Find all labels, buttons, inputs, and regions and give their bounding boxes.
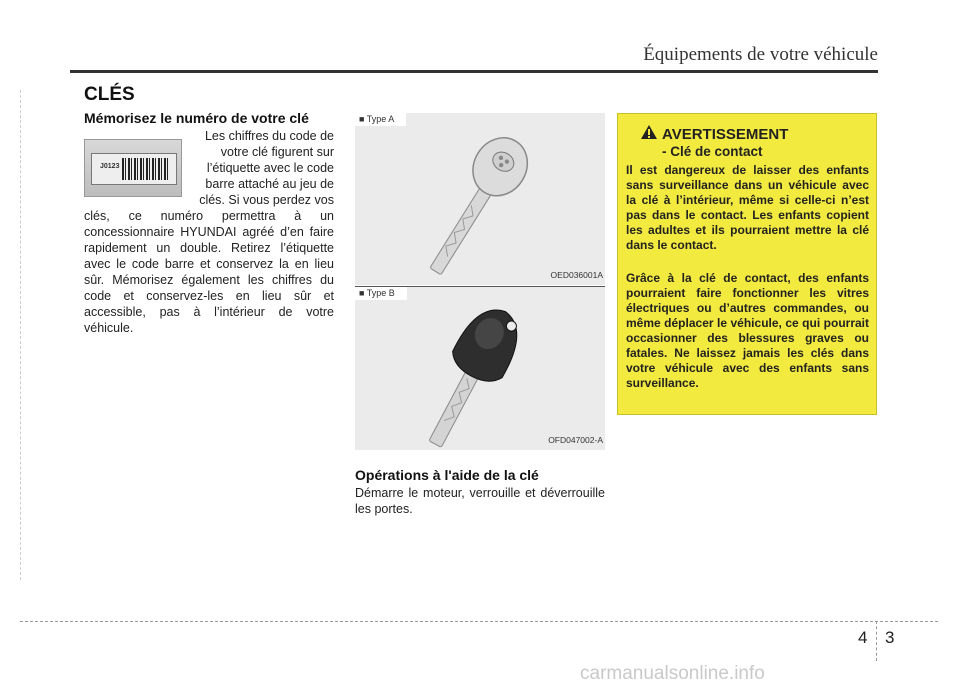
type-a-label: ■ Type A bbox=[355, 113, 406, 126]
operations-text: Démarre le moteur, verrouille et déverrouille les portes. bbox=[355, 486, 605, 516]
footer-rule bbox=[20, 621, 938, 622]
key-type-a-icon bbox=[355, 113, 605, 285]
barcode-tag-image bbox=[84, 139, 182, 197]
operations-heading: Opérations à l'aide de la clé bbox=[355, 467, 539, 483]
warning-paragraph-1: Il est dangereux de laisser des enfants sans surveillance dans un véhicule avec la clé à l’intérieur, même si celle-ci n’est pas dans le contact. Les enfants copient les adultes et ils pourraient mettre la clé dans le contact. bbox=[626, 163, 869, 252]
memorize-paragraph-right: Les chiffres du code de votre clé figurent sur l’étiquette avec le code barre attaché au jeu de clés. Si vous perdez vos bbox=[199, 129, 334, 207]
barcode-tag bbox=[91, 153, 177, 185]
warning-subtitle: - Clé de contact bbox=[662, 144, 763, 159]
watermark: carmanualsonline.info bbox=[580, 663, 765, 684]
type-b-label: ■ Type B bbox=[355, 287, 407, 300]
tag-code-text: J0123 bbox=[100, 163, 120, 170]
header-rule bbox=[70, 70, 878, 73]
section-title: CLÉS bbox=[84, 84, 135, 105]
warning-triangle-icon bbox=[640, 124, 658, 140]
page-number: 3 bbox=[885, 628, 895, 647]
key-type-b-icon bbox=[355, 287, 605, 450]
barcode-icon bbox=[122, 158, 168, 180]
chapter-number: 4 bbox=[858, 628, 868, 647]
warning-paragraph-2: Grâce à la clé de contact, des enfants pourraient faire fonctionner les vitres électriques ou d’autres commandes, ou même déplacer le véhicule, ce qui pourrait occasionner des blessures graves ou fatales. Ne laissez jamais les clés dans votre véhicule avec des enfants sans surveillance. bbox=[626, 271, 869, 390]
page-number-separator bbox=[876, 621, 877, 661]
figure-b-code: OFD047002-A bbox=[548, 435, 603, 445]
warning-box bbox=[617, 113, 877, 415]
chapter-title: Équipements de votre véhicule bbox=[643, 44, 878, 65]
memorize-heading: Mémorisez le numéro de votre clé bbox=[84, 110, 309, 126]
left-margin-guide bbox=[20, 90, 21, 580]
key-type-b-figure bbox=[355, 287, 605, 450]
memorize-paragraph: clés, ce numéro permettra à un concessionnaire HYUNDAI agréé d’en faire rapidement un double. Retirez l’étiquette avec le code barre et conservez la en lieu sûr. Mémorisez également les chiffres du code et conservez-les en lieu sûr et accessible, pas à l’intérieur de votre véhicule. bbox=[84, 209, 334, 335]
figure-a-code: OED036001A bbox=[550, 270, 603, 280]
key-type-a-figure bbox=[355, 113, 605, 285]
warning-title: AVERTISSEMENT bbox=[662, 126, 789, 143]
